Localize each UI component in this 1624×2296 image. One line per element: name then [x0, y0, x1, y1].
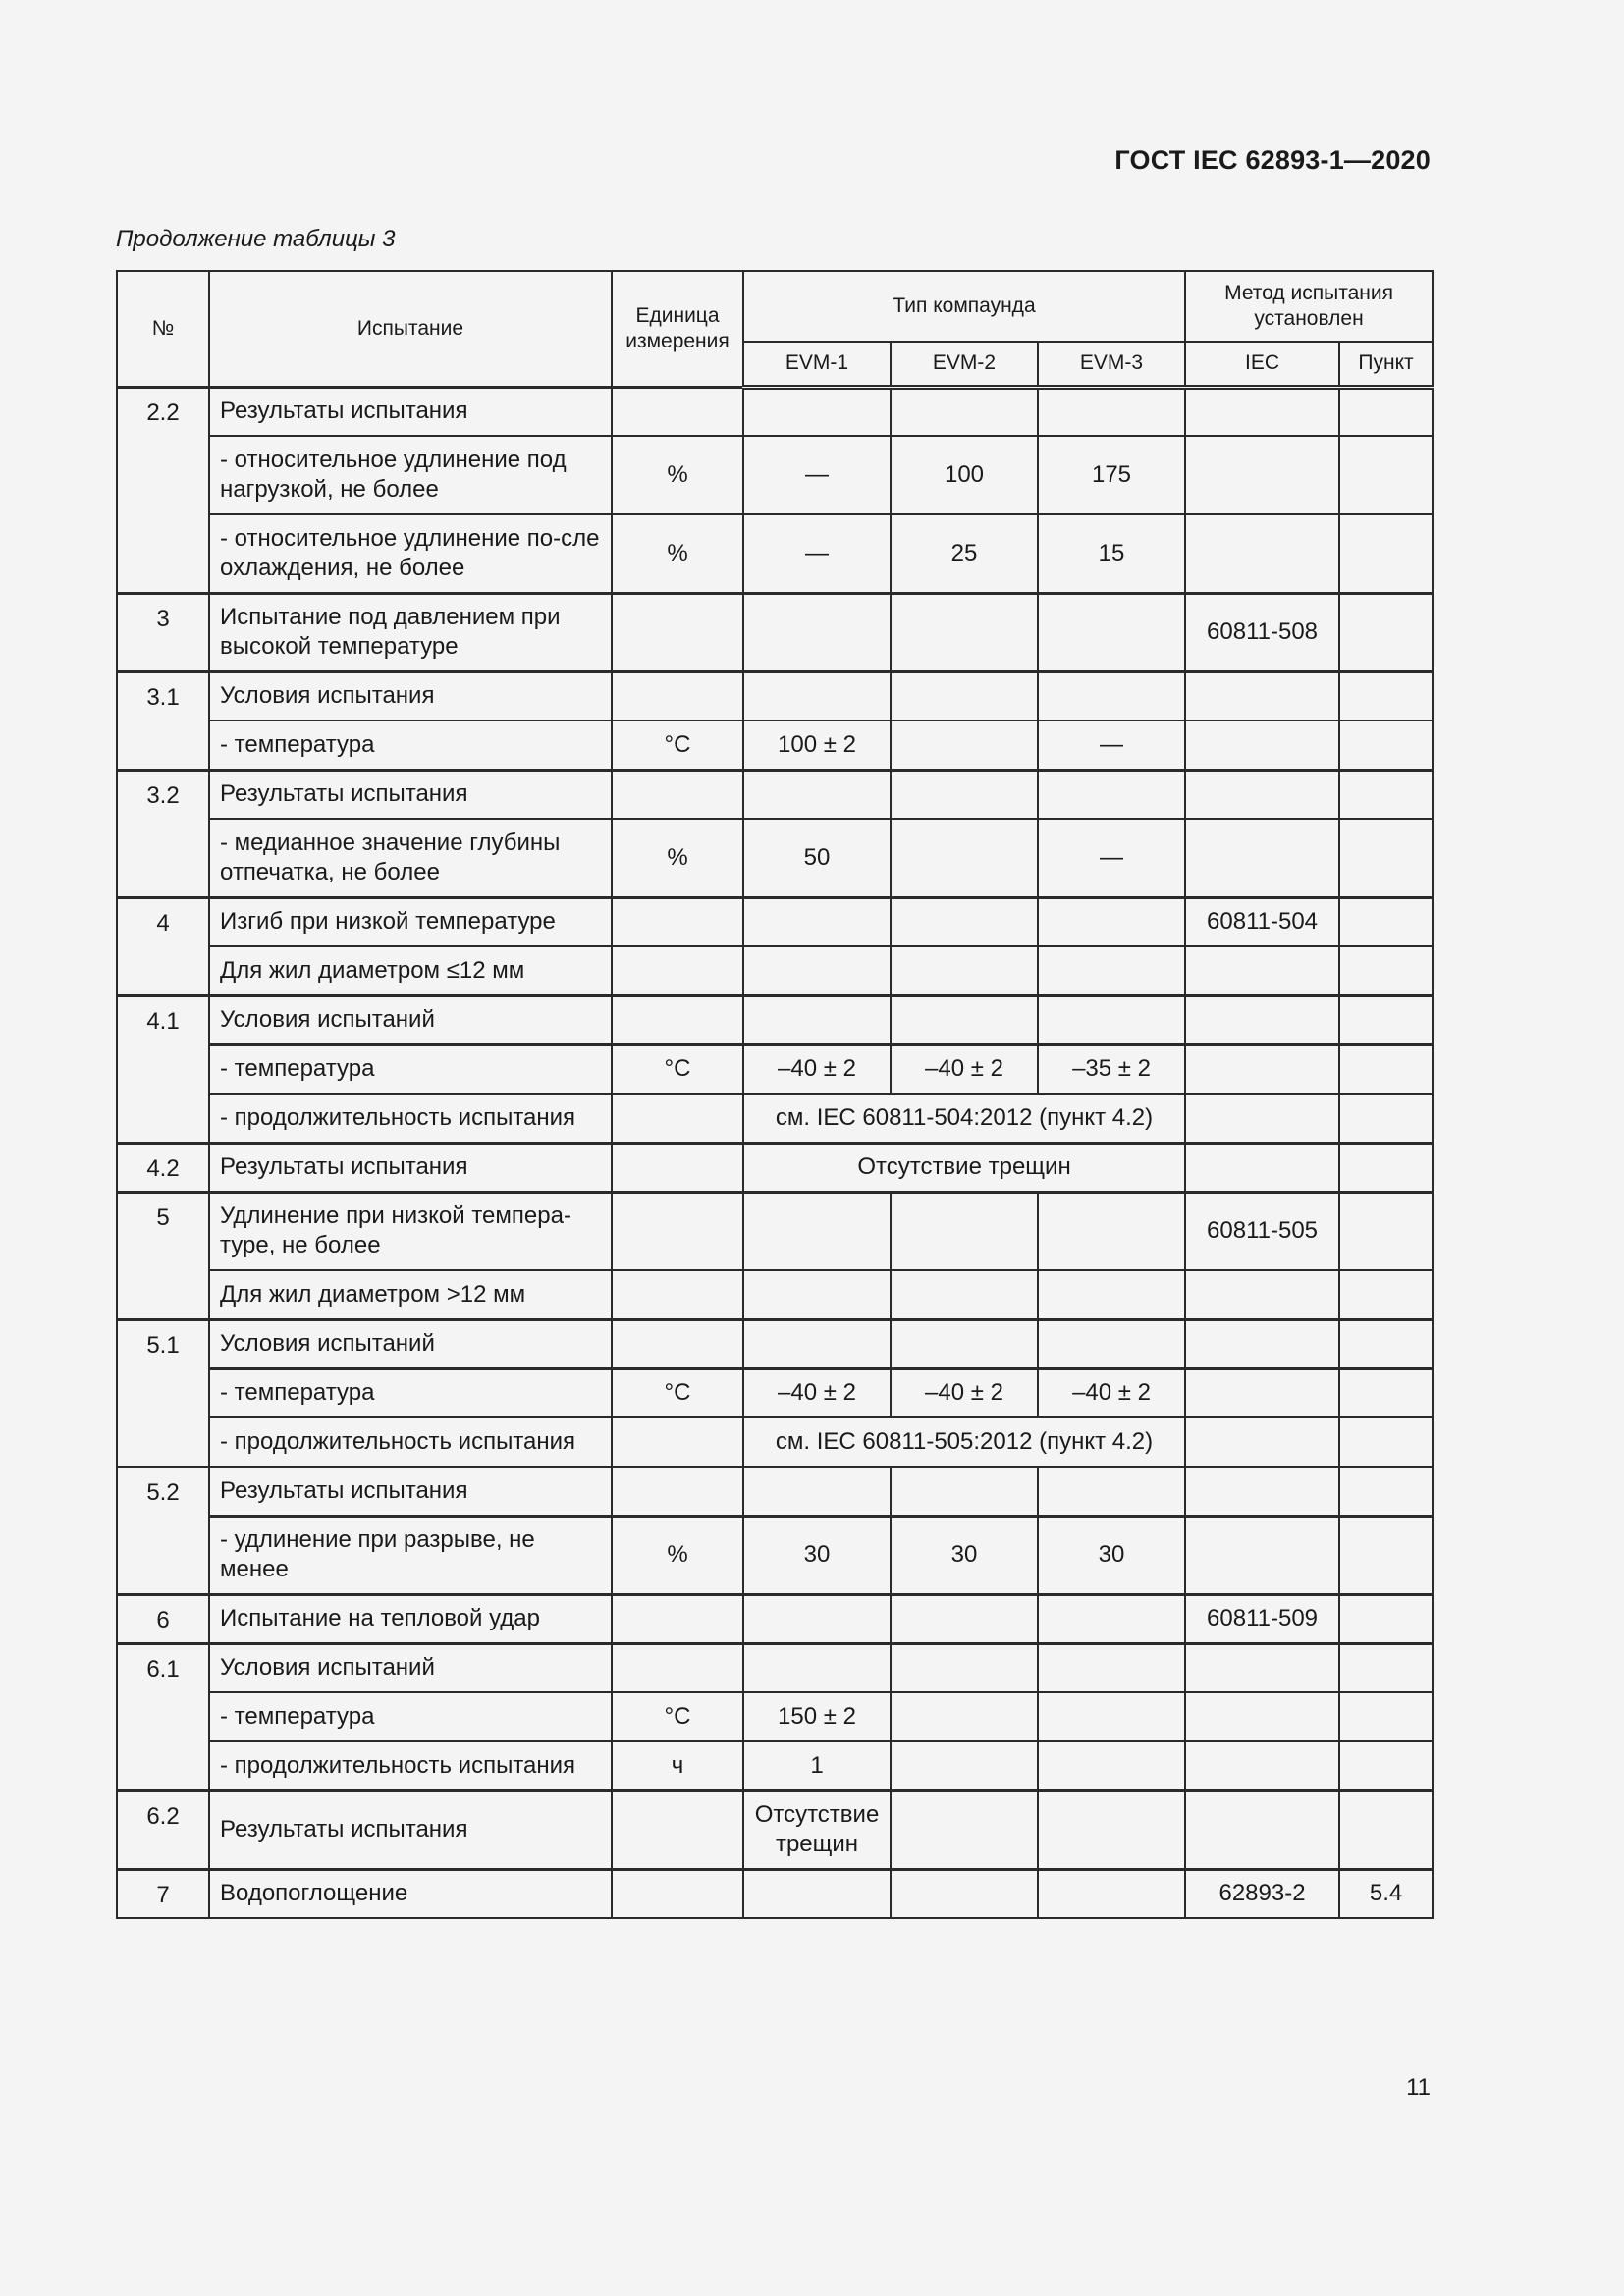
- row-test-name: Результаты испытания: [209, 770, 612, 819]
- row-clause: [1339, 1368, 1433, 1417]
- row-test-name: Удлинение при низкой темпера-туре, не более: [209, 1192, 612, 1270]
- row-test-name: - температура: [209, 721, 612, 770]
- row-evm-2: [891, 721, 1038, 770]
- row-test-name: - температура: [209, 1692, 612, 1741]
- header-evm-1: EVM-1: [743, 342, 891, 387]
- table-row: [117, 1192, 1433, 1270]
- row-evm-2: 100: [891, 436, 1038, 514]
- table-row: [117, 1692, 1433, 1741]
- row-clause: [1339, 514, 1433, 593]
- row-evm-3: [1038, 1692, 1185, 1741]
- header-no: №: [117, 271, 209, 387]
- row-merged-value: Отсутствие трещин: [743, 1143, 1185, 1192]
- table-row: [117, 1417, 1433, 1467]
- row-test-name: Изгиб при низкой температуре: [209, 897, 612, 946]
- row-evm-2: [891, 1790, 1038, 1869]
- row-evm-2: 25: [891, 514, 1038, 593]
- row-number: 6.1: [117, 1643, 209, 1790]
- table-row: [117, 1594, 1433, 1643]
- row-evm-1: –40 ± 2: [743, 1368, 891, 1417]
- row-clause: [1339, 946, 1433, 995]
- row-evm-1: 50: [743, 819, 891, 897]
- row-number: 5.1: [117, 1319, 209, 1467]
- row-number: 2.2: [117, 387, 209, 593]
- row-unit: [612, 1643, 743, 1692]
- row-evm-2: [891, 1692, 1038, 1741]
- row-iec: [1185, 1790, 1339, 1869]
- row-clause: [1339, 593, 1433, 671]
- row-unit: [612, 1319, 743, 1368]
- row-clause: [1339, 1594, 1433, 1643]
- row-evm-3: [1038, 1467, 1185, 1516]
- row-clause: [1339, 436, 1433, 514]
- row-evm-3: [1038, 387, 1185, 436]
- row-iec: [1185, 819, 1339, 897]
- row-evm-2: [891, 897, 1038, 946]
- row-evm-2: [891, 1643, 1038, 1692]
- row-evm-1: 30: [743, 1516, 891, 1594]
- row-evm-1: [743, 1643, 891, 1692]
- row-evm-2: [891, 1270, 1038, 1319]
- row-evm-1: [743, 1869, 891, 1918]
- row-clause: [1339, 819, 1433, 897]
- row-clause: [1339, 1143, 1433, 1192]
- test-requirements-table: [116, 270, 1434, 1919]
- row-evm-3: [1038, 1741, 1185, 1790]
- row-evm-2: [891, 1594, 1038, 1643]
- row-unit: [612, 1790, 743, 1869]
- row-test-name: Условия испытаний: [209, 995, 612, 1044]
- row-evm-1: [743, 1192, 891, 1270]
- row-evm-3: —: [1038, 721, 1185, 770]
- page-number: 11: [1406, 2074, 1431, 2101]
- row-number: 5.2: [117, 1467, 209, 1594]
- row-unit: [612, 1143, 743, 1192]
- table-row: [117, 819, 1433, 897]
- row-unit: [612, 1270, 743, 1319]
- row-unit: °C: [612, 1044, 743, 1094]
- row-evm-3: —: [1038, 819, 1185, 897]
- row-evm-3: [1038, 1594, 1185, 1643]
- row-clause: [1339, 1516, 1433, 1594]
- row-unit: [612, 671, 743, 721]
- table-row: [117, 1368, 1433, 1417]
- row-unit: °C: [612, 1368, 743, 1417]
- row-unit: [612, 1192, 743, 1270]
- row-number: 4: [117, 897, 209, 995]
- row-iec: [1185, 1143, 1339, 1192]
- row-evm-2: [891, 1741, 1038, 1790]
- row-clause: [1339, 770, 1433, 819]
- row-number: 3.2: [117, 770, 209, 897]
- row-merged-value: см. IEC 60811-505:2012 (пункт 4.2): [743, 1417, 1185, 1467]
- row-clause: [1339, 1790, 1433, 1869]
- row-test-name: Результаты испытания: [209, 387, 612, 436]
- table-row: [117, 387, 1433, 436]
- row-evm-2: [891, 1869, 1038, 1918]
- table-row: [117, 1270, 1433, 1319]
- row-unit: [612, 1594, 743, 1643]
- row-iec: [1185, 1643, 1339, 1692]
- row-test-name: Для жил диаметром ≤12 мм: [209, 946, 612, 995]
- row-evm-3: [1038, 1643, 1185, 1692]
- table-row: [117, 671, 1433, 721]
- row-evm-2: [891, 770, 1038, 819]
- table-caption: Продолжение таблицы 3: [116, 226, 396, 252]
- table-row: [117, 1094, 1433, 1143]
- row-evm-3: 30: [1038, 1516, 1185, 1594]
- row-unit: [612, 1869, 743, 1918]
- row-number: 7: [117, 1869, 209, 1918]
- row-unit: %: [612, 1516, 743, 1594]
- row-evm-2: 30: [891, 1516, 1038, 1594]
- row-unit: %: [612, 819, 743, 897]
- header-compound-type: Тип компаунда: [743, 271, 1185, 342]
- row-unit: [612, 770, 743, 819]
- row-clause: [1339, 1094, 1433, 1143]
- row-evm-3: –40 ± 2: [1038, 1368, 1185, 1417]
- row-evm-3: 15: [1038, 514, 1185, 593]
- row-evm-2: [891, 1319, 1038, 1368]
- row-evm-3: [1038, 593, 1185, 671]
- row-clause: [1339, 1741, 1433, 1790]
- table-row: [117, 1790, 1433, 1869]
- row-evm-3: [1038, 1790, 1185, 1869]
- row-iec: 60811-508: [1185, 593, 1339, 671]
- row-number: 6.2: [117, 1790, 209, 1869]
- row-iec: [1185, 1692, 1339, 1741]
- row-test-name: Результаты испытания: [209, 1467, 612, 1516]
- row-unit: °C: [612, 1692, 743, 1741]
- row-test-name: Испытание под давлением при высокой температуре: [209, 593, 612, 671]
- row-unit: [612, 995, 743, 1044]
- row-iec: [1185, 1368, 1339, 1417]
- header-evm-2: EVM-2: [891, 342, 1038, 387]
- row-evm-1: —: [743, 436, 891, 514]
- row-clause: [1339, 1319, 1433, 1368]
- row-evm-1: [743, 897, 891, 946]
- header-iec: IEC: [1185, 342, 1339, 387]
- row-iec: [1185, 387, 1339, 436]
- row-test-name: Результаты испытания: [209, 1143, 612, 1192]
- row-iec: [1185, 1319, 1339, 1368]
- row-evm-2: –40 ± 2: [891, 1044, 1038, 1094]
- row-test-name: - относительное удлинение по-сле охлаждения, не более: [209, 514, 612, 593]
- table-row: [117, 1643, 1433, 1692]
- row-evm-2: [891, 946, 1038, 995]
- row-evm-3: [1038, 946, 1185, 995]
- document-standard-header: ГОСТ IEC 62893-1—2020: [1114, 145, 1431, 175]
- row-test-name: - удлинение при разрыве, не менее: [209, 1516, 612, 1594]
- row-iec: [1185, 514, 1339, 593]
- row-evm-2: [891, 1192, 1038, 1270]
- row-test-name: Результаты испытания: [209, 1790, 612, 1869]
- row-evm-2: [891, 671, 1038, 721]
- row-evm-1: [743, 593, 891, 671]
- row-evm-1: 100 ± 2: [743, 721, 891, 770]
- row-iec: 60811-509: [1185, 1594, 1339, 1643]
- row-evm-3: [1038, 1192, 1185, 1270]
- row-evm-1: [743, 387, 891, 436]
- row-iec: [1185, 721, 1339, 770]
- row-iec: [1185, 671, 1339, 721]
- table-row: [117, 995, 1433, 1044]
- row-clause: [1339, 1417, 1433, 1467]
- row-unit: [612, 1417, 743, 1467]
- row-test-name: - продолжительность испытания: [209, 1094, 612, 1143]
- row-evm-1: [743, 1467, 891, 1516]
- header-unit: Единица измерения: [612, 271, 743, 387]
- row-iec: [1185, 770, 1339, 819]
- row-merged-value: см. IEC 60811-504:2012 (пункт 4.2): [743, 1094, 1185, 1143]
- row-clause: [1339, 1192, 1433, 1270]
- row-clause: [1339, 1692, 1433, 1741]
- row-evm-1: [743, 946, 891, 995]
- row-test-name: Условия испытаний: [209, 1319, 612, 1368]
- row-evm-1: [743, 995, 891, 1044]
- row-test-name: - продолжительность испытания: [209, 1741, 612, 1790]
- row-evm-1: —: [743, 514, 891, 593]
- row-iec: [1185, 1270, 1339, 1319]
- row-test-name: - температура: [209, 1044, 612, 1094]
- row-evm-3: [1038, 1869, 1185, 1918]
- table-row: [117, 1741, 1433, 1790]
- row-iec: 60811-504: [1185, 897, 1339, 946]
- table-row: [117, 436, 1433, 514]
- row-iec: [1185, 946, 1339, 995]
- row-unit: ч: [612, 1741, 743, 1790]
- table-row: [117, 946, 1433, 995]
- row-clause: [1339, 1044, 1433, 1094]
- row-test-name: - продолжительность испытания: [209, 1417, 612, 1467]
- row-iec: [1185, 1467, 1339, 1516]
- row-test-name: Для жил диаметром >12 мм: [209, 1270, 612, 1319]
- row-clause: [1339, 387, 1433, 436]
- row-test-name: - медианное значение глубины отпечатка, не более: [209, 819, 612, 897]
- table-row: [117, 1869, 1433, 1918]
- row-clause: [1339, 721, 1433, 770]
- table-row: [117, 1044, 1433, 1094]
- row-clause: 5.4: [1339, 1869, 1433, 1918]
- row-clause: [1339, 1467, 1433, 1516]
- row-iec: [1185, 995, 1339, 1044]
- header-evm-3: EVM-3: [1038, 342, 1185, 387]
- row-evm-1: 150 ± 2: [743, 1692, 891, 1741]
- row-evm-1: [743, 770, 891, 819]
- row-unit: %: [612, 436, 743, 514]
- row-unit: [612, 593, 743, 671]
- row-evm-1: 1: [743, 1741, 891, 1790]
- row-evm-1: Отсутствие трещин: [743, 1790, 891, 1869]
- row-clause: [1339, 671, 1433, 721]
- row-number: 4.2: [117, 1143, 209, 1192]
- table-row: [117, 1516, 1433, 1594]
- row-number: 5: [117, 1192, 209, 1319]
- table-row: [117, 1143, 1433, 1192]
- row-unit: °C: [612, 721, 743, 770]
- row-iec: [1185, 1417, 1339, 1467]
- row-evm-1: [743, 671, 891, 721]
- row-evm-3: [1038, 897, 1185, 946]
- row-clause: [1339, 1270, 1433, 1319]
- row-evm-3: [1038, 995, 1185, 1044]
- header-clause: Пункт: [1339, 342, 1433, 387]
- table-row: [117, 593, 1433, 671]
- row-evm-3: 175: [1038, 436, 1185, 514]
- row-unit: [612, 1467, 743, 1516]
- row-iec: [1185, 1044, 1339, 1094]
- row-evm-3: [1038, 1270, 1185, 1319]
- row-number: 3.1: [117, 671, 209, 770]
- row-evm-1: [743, 1319, 891, 1368]
- row-test-name: - температура: [209, 1368, 612, 1417]
- row-number: 3: [117, 593, 209, 671]
- row-evm-3: [1038, 770, 1185, 819]
- row-iec: [1185, 1741, 1339, 1790]
- row-evm-2: [891, 593, 1038, 671]
- row-number: 4.1: [117, 995, 209, 1143]
- row-test-name: Условия испытания: [209, 671, 612, 721]
- row-clause: [1339, 1643, 1433, 1692]
- row-evm-2: –40 ± 2: [891, 1368, 1038, 1417]
- row-evm-2: [891, 995, 1038, 1044]
- row-clause: [1339, 897, 1433, 946]
- row-evm-1: [743, 1594, 891, 1643]
- row-iec: 60811-505: [1185, 1192, 1339, 1270]
- table-row: [117, 1319, 1433, 1368]
- row-evm-2: [891, 819, 1038, 897]
- header-test: Испытание: [209, 271, 612, 387]
- row-evm-1: –40 ± 2: [743, 1044, 891, 1094]
- row-evm-3: [1038, 1319, 1185, 1368]
- table-row: [117, 721, 1433, 770]
- row-unit: [612, 1094, 743, 1143]
- row-iec: [1185, 1516, 1339, 1594]
- row-unit: [612, 897, 743, 946]
- row-test-name: - относительное удлинение под нагрузкой, не более: [209, 436, 612, 514]
- row-iec: 62893-2: [1185, 1869, 1339, 1918]
- table-row: [117, 514, 1433, 593]
- table-row: [117, 770, 1433, 819]
- table-row: [117, 1467, 1433, 1516]
- row-iec: [1185, 436, 1339, 514]
- row-evm-3: –35 ± 2: [1038, 1044, 1185, 1094]
- row-evm-3: [1038, 671, 1185, 721]
- row-number: 6: [117, 1594, 209, 1643]
- row-unit: %: [612, 514, 743, 593]
- row-iec: [1185, 1094, 1339, 1143]
- row-evm-1: [743, 1270, 891, 1319]
- row-evm-2: [891, 387, 1038, 436]
- row-clause: [1339, 995, 1433, 1044]
- row-unit: [612, 946, 743, 995]
- row-test-name: Условия испытаний: [209, 1643, 612, 1692]
- row-test-name: Водопоглощение: [209, 1869, 612, 1918]
- row-test-name: Испытание на тепловой удар: [209, 1594, 612, 1643]
- row-evm-2: [891, 1467, 1038, 1516]
- header-test-method: Метод испытания установлен: [1185, 271, 1433, 342]
- row-unit: [612, 387, 743, 436]
- table-row: [117, 897, 1433, 946]
